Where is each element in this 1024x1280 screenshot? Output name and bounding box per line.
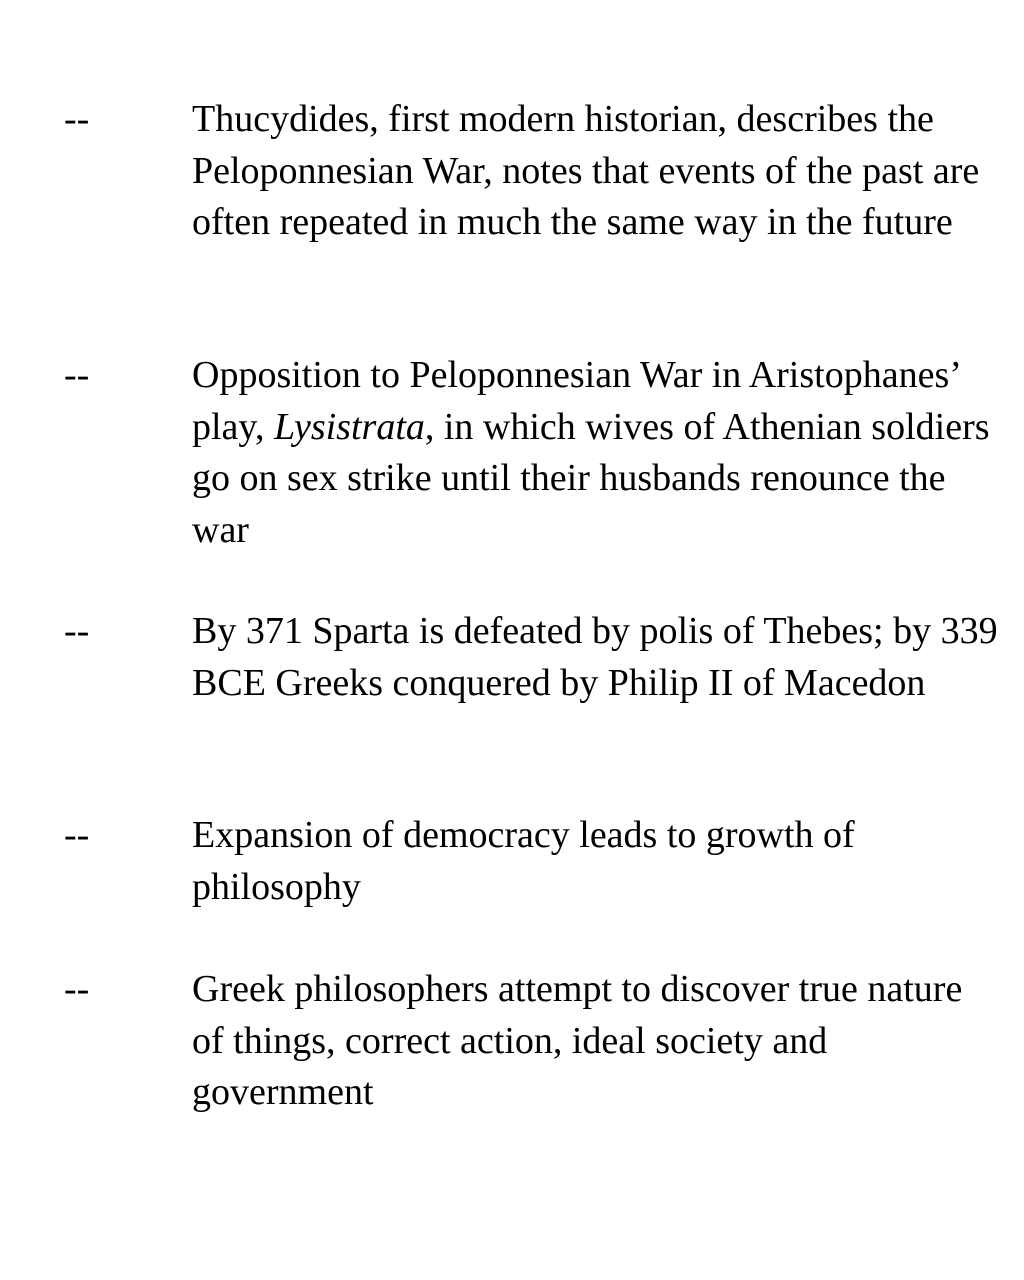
item-text: Greek philosophers attempt to discover true nature of things, correct action, ideal society and government (192, 968, 963, 1113)
dash-marker: -- (64, 98, 90, 140)
item-text: By 371 Sparta is defeated by polis of Thebes; by 339 BCE Greeks conquered by Philip II of Macedon (192, 610, 998, 704)
item-text: Thucydides, first modern historian, describes the Peloponnesian War, notes that events of the past are often repeated in much the same way in the future (192, 98, 980, 243)
play-title: Lysistrata (273, 405, 425, 448)
dash-marker: -- (64, 354, 90, 396)
item-text (192, 350, 1002, 556)
dash-marker: -- (64, 610, 90, 652)
item-text: Expansion of democracy leads to growth of philosophy (192, 814, 855, 908)
item-text-after: , in which wives of Athenian soldiers go on sex strike until their husbands renounce the war (192, 405, 990, 551)
item-text-before: Opposition to Peloponnesian War in Aristophanes’ play, (192, 354, 960, 448)
dash-marker: -- (64, 968, 90, 1010)
dash-marker: -- (64, 814, 90, 856)
